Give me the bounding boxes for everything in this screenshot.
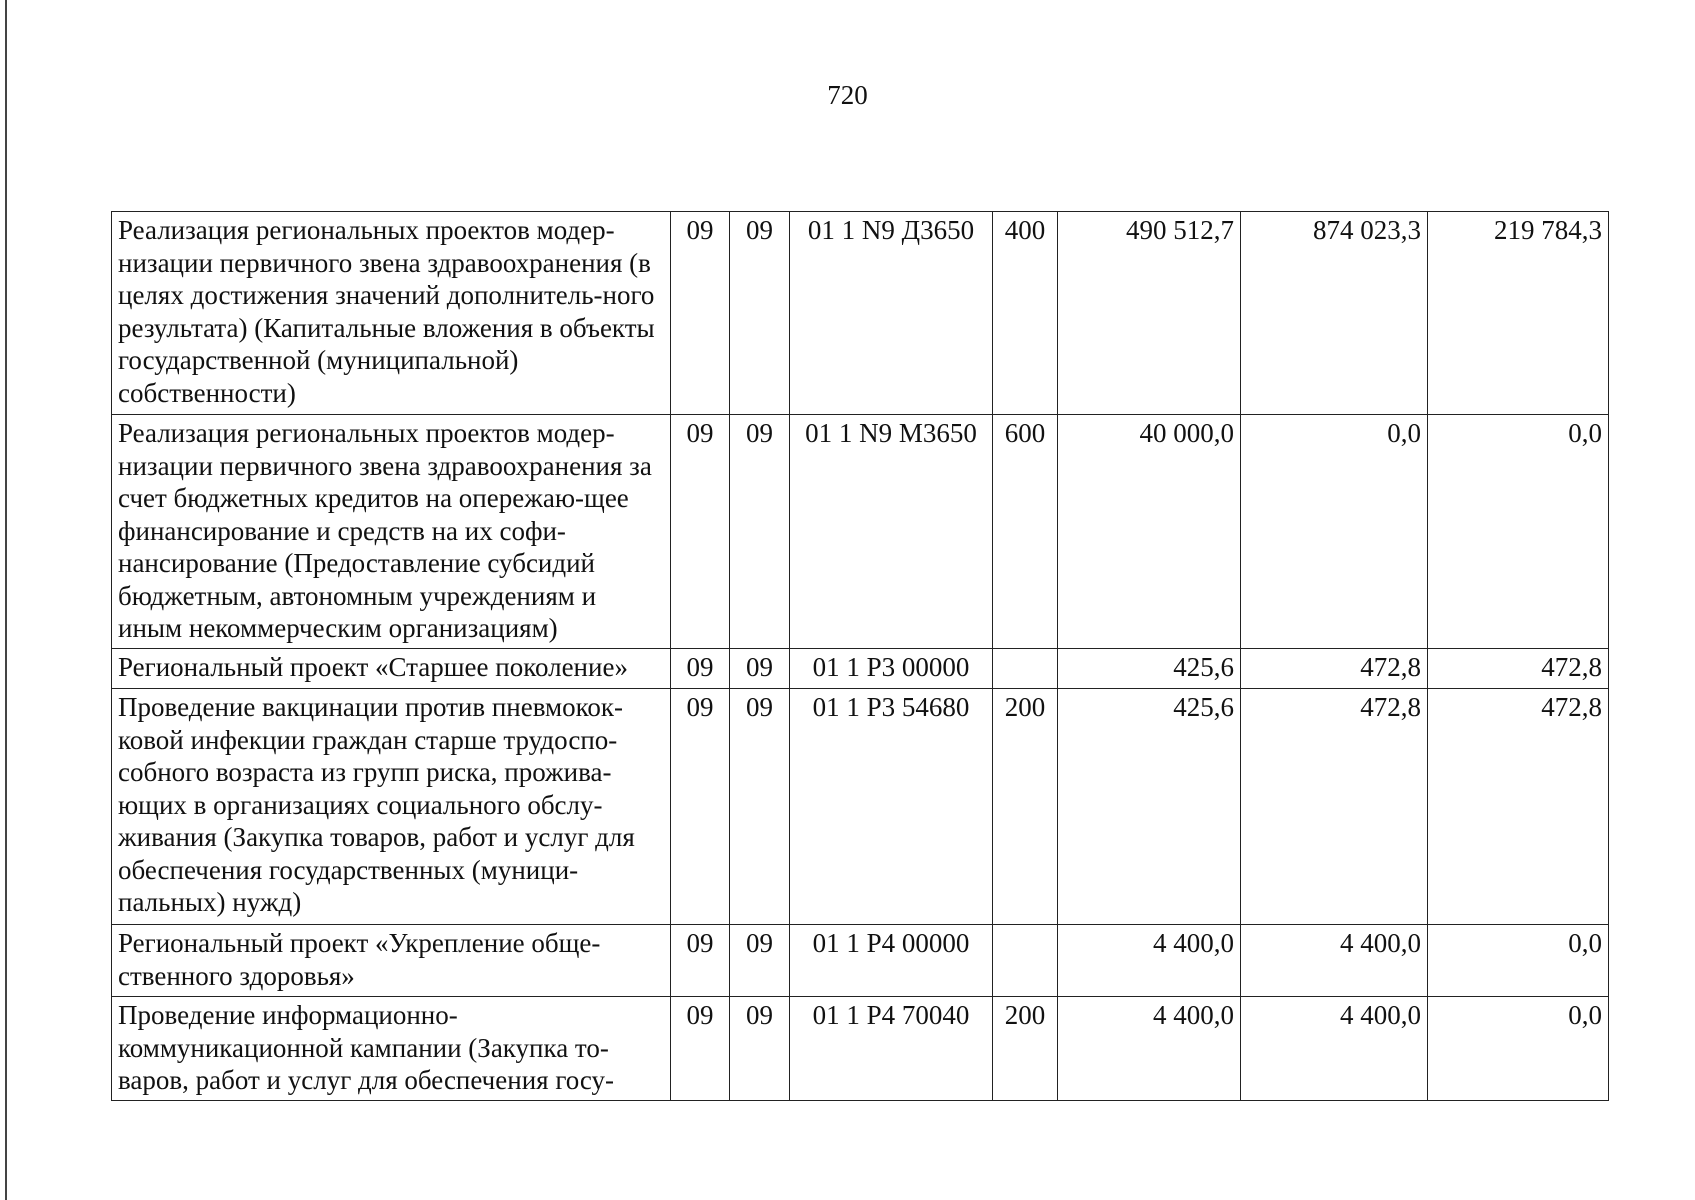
amount-1: 40 000,0 <box>1058 415 1241 649</box>
expense-type-code <box>993 649 1058 689</box>
target-article-code: 01 1 P4 00000 <box>790 925 993 997</box>
row-description: Реализация региональных проектов модер-низации первичного звена здравоохранения (в целях достижения значений дополнитель-ного результата) (Капитальные вложения в объекты государственной (муниципальной) собственности) <box>112 212 671 415</box>
section-code: 09 <box>671 925 730 997</box>
amount-1: 490 512,7 <box>1058 212 1241 415</box>
section-code: 09 <box>671 649 730 689</box>
amount-1: 425,6 <box>1058 649 1241 689</box>
expense-type-code <box>993 925 1058 997</box>
row-description: Региональный проект «Старшее поколение» <box>112 649 671 689</box>
amount-2: 4 400,0 <box>1241 925 1428 997</box>
table-row <box>112 689 1609 925</box>
amount-1: 4 400,0 <box>1058 997 1241 1101</box>
target-article-code: 01 1 P3 00000 <box>790 649 993 689</box>
table-row <box>112 925 1609 997</box>
page-number: 720 <box>827 80 868 110</box>
row-description: Реализация региональных проектов модер-низации первичного звена здравоохранения за счет бюджетных кредитов на опережаю-щее финансирование и средств на их софи-нансирование (Предоставление субсидий бюджетным, автономным учреждениям и иным некоммерческим организациям) <box>112 415 671 649</box>
amount-3: 472,8 <box>1428 689 1609 925</box>
amount-3: 472,8 <box>1428 649 1609 689</box>
subsection-code: 09 <box>730 415 790 649</box>
subsection-code: 09 <box>730 997 790 1101</box>
subsection-code: 09 <box>730 212 790 415</box>
subsection-code: 09 <box>730 689 790 925</box>
amount-3: 0,0 <box>1428 997 1609 1101</box>
amount-3: 0,0 <box>1428 925 1609 997</box>
table-row <box>112 415 1609 649</box>
subsection-code: 09 <box>730 925 790 997</box>
section-code: 09 <box>671 689 730 925</box>
section-code: 09 <box>671 212 730 415</box>
expense-type-code: 200 <box>993 997 1058 1101</box>
expense-type-code: 600 <box>993 415 1058 649</box>
target-article-code: 01 1 P3 54680 <box>790 689 993 925</box>
expense-type-code: 200 <box>993 689 1058 925</box>
table-row <box>112 649 1609 689</box>
subsection-code: 09 <box>730 649 790 689</box>
amount-1: 4 400,0 <box>1058 925 1241 997</box>
amount-2: 4 400,0 <box>1241 997 1428 1101</box>
row-description: Проведение вакцинации против пневмокок-ковой инфекции граждан старше трудоспо-собного возраста из групп риска, прожива-ющих в организациях социального обслу-живания (Закупка товаров, работ и услуг для обеспечения государственных (муници-пальных) нужд) <box>112 689 671 925</box>
amount-2: 0,0 <box>1241 415 1428 649</box>
amount-2: 472,8 <box>1241 689 1428 925</box>
amount-2: 472,8 <box>1241 649 1428 689</box>
table-row <box>112 212 1609 415</box>
section-code: 09 <box>671 997 730 1101</box>
target-article-code: 01 1 P4 70040 <box>790 997 993 1101</box>
expense-type-code: 400 <box>993 212 1058 415</box>
amount-3: 219 784,3 <box>1428 212 1609 415</box>
row-description: Региональный проект «Укрепление обще-ственного здоровья» <box>112 925 671 997</box>
target-article-code: 01 1 N9 Д3650 <box>790 212 993 415</box>
row-description: Проведение информационно-коммуникационной кампании (Закупка то-варов, работ и услуг для обеспечения госу- <box>112 997 671 1101</box>
amount-3: 0,0 <box>1428 415 1609 649</box>
section-code: 09 <box>671 415 730 649</box>
amount-1: 425,6 <box>1058 689 1241 925</box>
table-row <box>112 997 1609 1101</box>
page-edge-line <box>5 0 7 1200</box>
amount-2: 874 023,3 <box>1241 212 1428 415</box>
target-article-code: 01 1 N9 М3650 <box>790 415 993 649</box>
budget-table <box>111 211 1609 1101</box>
